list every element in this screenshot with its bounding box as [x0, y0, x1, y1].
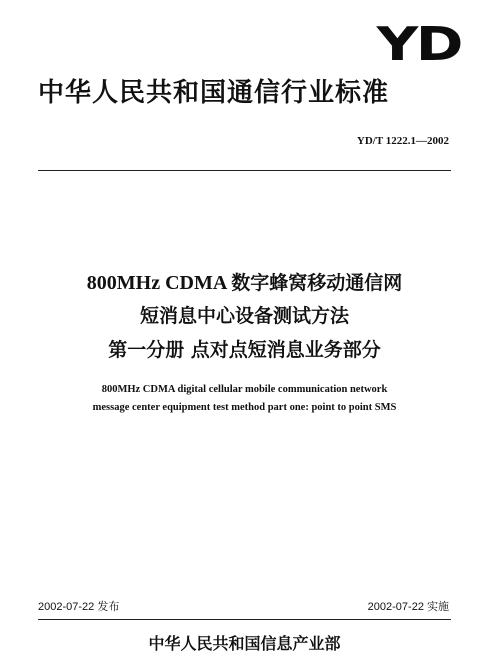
cn-title-line-1-rest: 数字蜂窝移动通信网: [231, 272, 403, 294]
footer-divider: [38, 619, 451, 620]
en-title-line-1: 800MHz CDMA digital cellular mobile communication network: [101, 384, 388, 395]
publisher-name-partial: 中华人民共和国信息产业部: [148, 634, 341, 653]
cn-title-line-2: 短消息中心设备测试方法: [139, 305, 349, 327]
implementation-date: 2002-07-22 实施: [367, 601, 449, 613]
yd-logo: YD: [376, 17, 461, 71]
cn-title-line-3: 第一分册 点对点短消息业务部分: [108, 339, 381, 361]
en-title-line-2: message center equipment test method part one: point to point SMS: [92, 402, 397, 413]
cn-title-line-1-prefix: 800MHz CDMA: [86, 272, 232, 294]
organization-title: 中华人民共和国通信行业标准: [38, 78, 390, 108]
standard-number: YD/T 1222.1—2002: [356, 135, 449, 147]
header-divider: [38, 170, 451, 171]
issue-date: 2002-07-22 发布: [38, 601, 120, 613]
cn-title-line-1: [0, 270, 489, 296]
